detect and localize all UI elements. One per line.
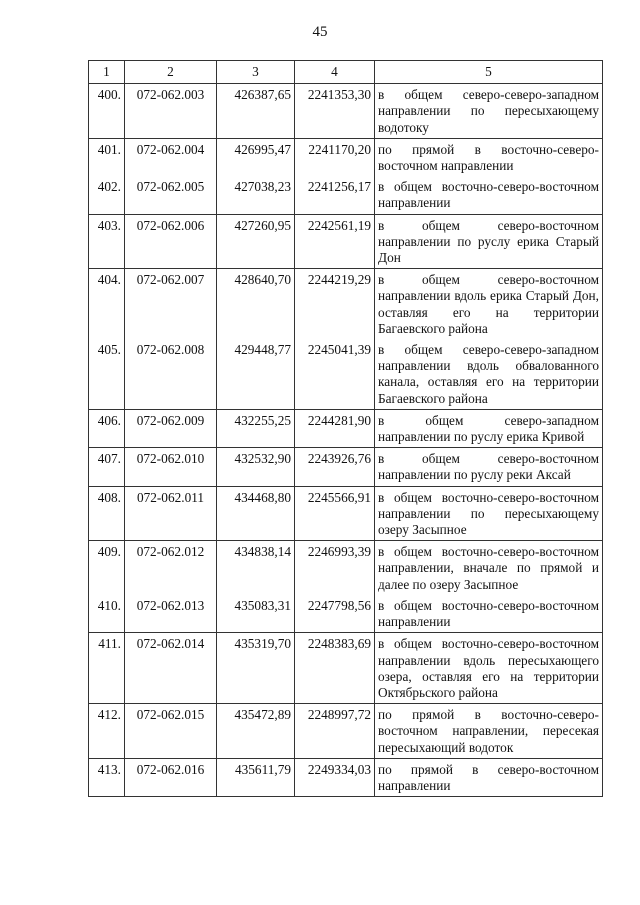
point-code: 072-062.003 (125, 84, 217, 139)
y-coordinate: 2245041,39 (295, 339, 375, 409)
x-coordinate: 434468,80 (217, 486, 295, 541)
row-number: 407. (89, 448, 125, 486)
row-number: 406. (89, 409, 125, 447)
table-row (89, 486, 603, 541)
table-row (89, 704, 603, 759)
row-number: 401. (89, 138, 125, 176)
point-code: 072-062.016 (125, 758, 217, 796)
x-coordinate: 435611,79 (217, 758, 295, 796)
table-row (89, 758, 603, 796)
y-coordinate: 2245566,91 (295, 486, 375, 541)
table-row (89, 84, 603, 139)
table-row (89, 448, 603, 486)
x-coordinate: 428640,70 (217, 269, 295, 339)
y-coordinate: 2241353,30 (295, 84, 375, 139)
header-col-3: 3 (217, 61, 295, 84)
table-row (89, 214, 603, 269)
table-row (89, 339, 603, 409)
header-col-2: 2 (125, 61, 217, 84)
row-number: 403. (89, 214, 125, 269)
y-coordinate: 2247798,56 (295, 595, 375, 633)
point-code: 072-062.005 (125, 176, 217, 214)
y-coordinate: 2241256,17 (295, 176, 375, 214)
header-col-1: 1 (89, 61, 125, 84)
x-coordinate: 432532,90 (217, 448, 295, 486)
row-number: 405. (89, 339, 125, 409)
header-col-4: 4 (295, 61, 375, 84)
x-coordinate: 426995,47 (217, 138, 295, 176)
row-number: 411. (89, 633, 125, 704)
x-coordinate: 434838,14 (217, 541, 295, 595)
page-number: 45 (312, 24, 328, 40)
x-coordinate: 435472,89 (217, 704, 295, 759)
y-coordinate: 2243926,76 (295, 448, 375, 486)
boundary-description: в общем северо-восточном направлении вдоль ерика Старый Дон, оставляя его на территории Багаевского района (375, 269, 603, 339)
row-number: 410. (89, 595, 125, 633)
table-row (89, 633, 603, 704)
point-code: 072-062.006 (125, 214, 217, 269)
boundary-description: в общем северо-северо-западном направлении по пересыхающему водотоку (375, 84, 603, 139)
y-coordinate: 2244219,29 (295, 269, 375, 339)
point-code: 072-062.012 (125, 541, 217, 595)
y-coordinate: 2242561,19 (295, 214, 375, 269)
y-coordinate: 2246993,39 (295, 541, 375, 595)
x-coordinate: 427038,23 (217, 176, 295, 214)
point-code: 072-062.007 (125, 269, 217, 339)
boundary-description: в общем северо-северо-западном направлении вдоль обвалованного канала, оставляя его на территории Багаевского района (375, 339, 603, 409)
point-code: 072-062.011 (125, 486, 217, 541)
x-coordinate: 426387,65 (217, 84, 295, 139)
boundary-description: в общем восточно-северо-восточном направлении по пересыхающему озеру Засыпное (375, 486, 603, 541)
x-coordinate: 435083,31 (217, 595, 295, 633)
point-code: 072-062.010 (125, 448, 217, 486)
y-coordinate: 2249334,03 (295, 758, 375, 796)
x-coordinate: 427260,95 (217, 214, 295, 269)
y-coordinate: 2248383,69 (295, 633, 375, 704)
boundary-description: в общем восточно-северо-восточном направлении, вначале по прямой и далее по озеру Засыпное (375, 541, 603, 595)
row-number: 412. (89, 704, 125, 759)
table-header-row (89, 61, 603, 84)
point-code: 072-062.009 (125, 409, 217, 447)
point-code: 072-062.004 (125, 138, 217, 176)
table-row (89, 269, 603, 339)
row-number: 409. (89, 541, 125, 595)
table-body (89, 84, 603, 797)
x-coordinate: 435319,70 (217, 633, 295, 704)
point-code: 072-062.013 (125, 595, 217, 633)
x-coordinate: 429448,77 (217, 339, 295, 409)
table-row (89, 409, 603, 447)
point-code: 072-062.008 (125, 339, 217, 409)
boundary-description: в общем восточно-северо-восточном направлении вдоль пересыхающего озера, оставляя его на территории Октябрьского района (375, 633, 603, 704)
row-number: 402. (89, 176, 125, 214)
boundary-description: в общем северо-восточном направлении по руслу ерика Старый Дон (375, 214, 603, 269)
x-coordinate: 432255,25 (217, 409, 295, 447)
table-row (89, 595, 603, 633)
boundary-description: в общем восточно-северо-восточном направлении (375, 176, 603, 214)
boundary-description: в общем восточно-северо-восточном направлении (375, 595, 603, 633)
boundary-description: по прямой в восточно-северо-восточном направлении, пересекая пересыхающий водоток (375, 704, 603, 759)
header-col-5: 5 (375, 61, 603, 84)
y-coordinate: 2241170,20 (295, 138, 375, 176)
boundary-points-table (88, 60, 603, 797)
y-coordinate: 2244281,90 (295, 409, 375, 447)
y-coordinate: 2248997,72 (295, 704, 375, 759)
table-row (89, 541, 603, 595)
point-code: 072-062.014 (125, 633, 217, 704)
row-number: 404. (89, 269, 125, 339)
boundary-description: по прямой в восточно-северо-восточном направлении (375, 138, 603, 176)
row-number: 400. (89, 84, 125, 139)
boundary-description: по прямой в северо-восточном направлении (375, 758, 603, 796)
boundary-description: в общем северо-восточном направлении по руслу реки Аксай (375, 448, 603, 486)
boundary-description: в общем северо-западном направлении по руслу ерика Кривой (375, 409, 603, 447)
row-number: 413. (89, 758, 125, 796)
table-row (89, 138, 603, 176)
point-code: 072-062.015 (125, 704, 217, 759)
row-number: 408. (89, 486, 125, 541)
table-row (89, 176, 603, 214)
